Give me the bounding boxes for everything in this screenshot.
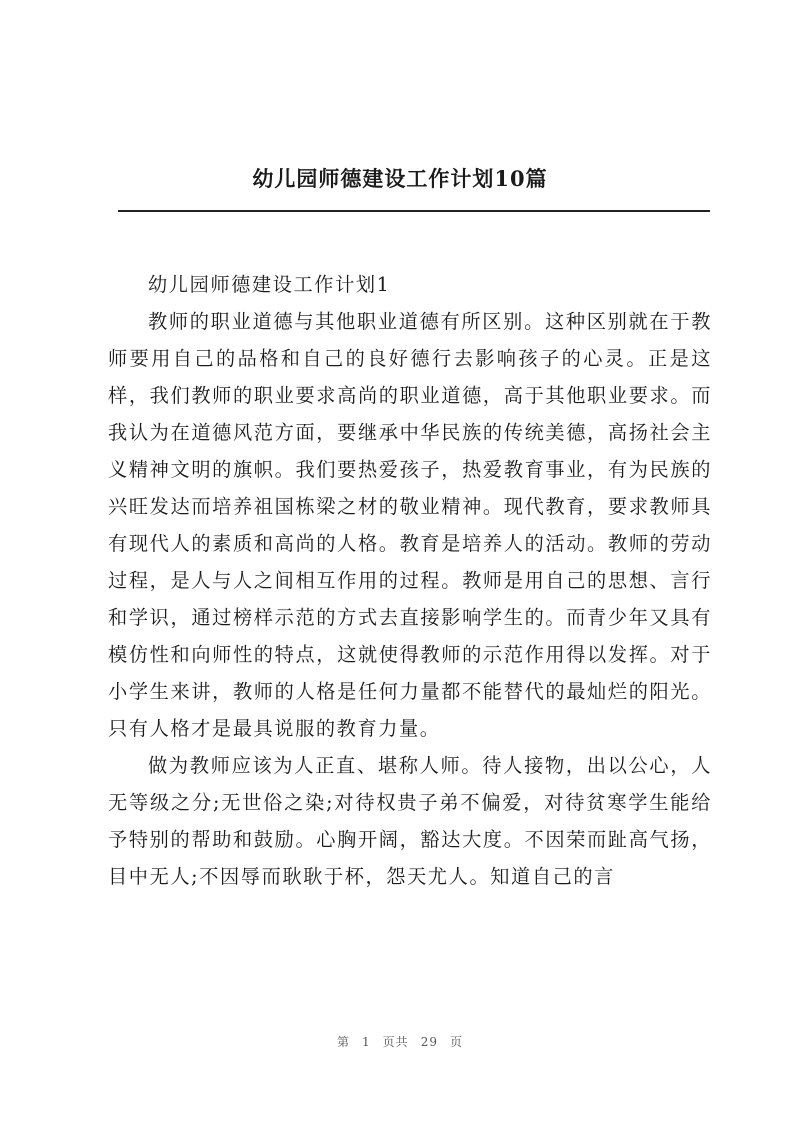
page-footer — [0, 1033, 800, 1050]
document-body — [108, 266, 712, 895]
footer-total-pages: 29 — [420, 1035, 438, 1049]
title-underline — [118, 210, 710, 212]
footer-suffix: 页 — [449, 1035, 463, 1049]
document-title: 幼儿园师德建设工作计划10篇 — [252, 166, 548, 191]
paragraph: 教师的职业道德与其他职业道德有所区别。这种区别就在于教师要用自己的品格和自己的良好德行去影响孩子的心灵。正是这样，我们教师的职业要求高尚的职业道德，高于其他职业要求。而我认为在道德风范方面，要继承中华民族的传统美德，高扬社会主义精神文明的旗帜。我们要热爱孩子，热爱教育事业，有为民族的兴旺发达而培养祖国栋梁之材的敬业精神。现代教育，要求教师具有现代人的素质和高尚的人格。教育是培养人的活动。教师的劳动过程，是人与人之间相互作用的过程。教师是用自己的思想、言行和学识，通过榜样示范的方式去直接影响学生的。而青少年又具有模仿性和向师性的特点，这就使得教师的示范作用得以发挥。对于小学生来讲，教师的人格是任何力量都不能替代的最灿烂的阳光。只有人格才是最具说服的教育力量。 — [108, 310, 712, 740]
section-heading: 幼儿园师德建设工作计划1 — [148, 273, 391, 296]
footer-page-number: 1 — [362, 1035, 371, 1049]
paragraph: 做为教师应该为人正直、堪称人师。待人接物，出以公心，人无等级之分;无世俗之染;对待权贵子弟不偏爱，对待贫寒学生能给予特别的帮助和鼓励。心胸开阔，豁达大度。不因荣而趾高气扬，目中无人;不因辱而耿耿于杯，怨天尤人。知道自己的言 — [108, 754, 712, 888]
footer-prefix: 第 — [337, 1035, 351, 1049]
footer-middle: 页共 — [382, 1035, 409, 1049]
